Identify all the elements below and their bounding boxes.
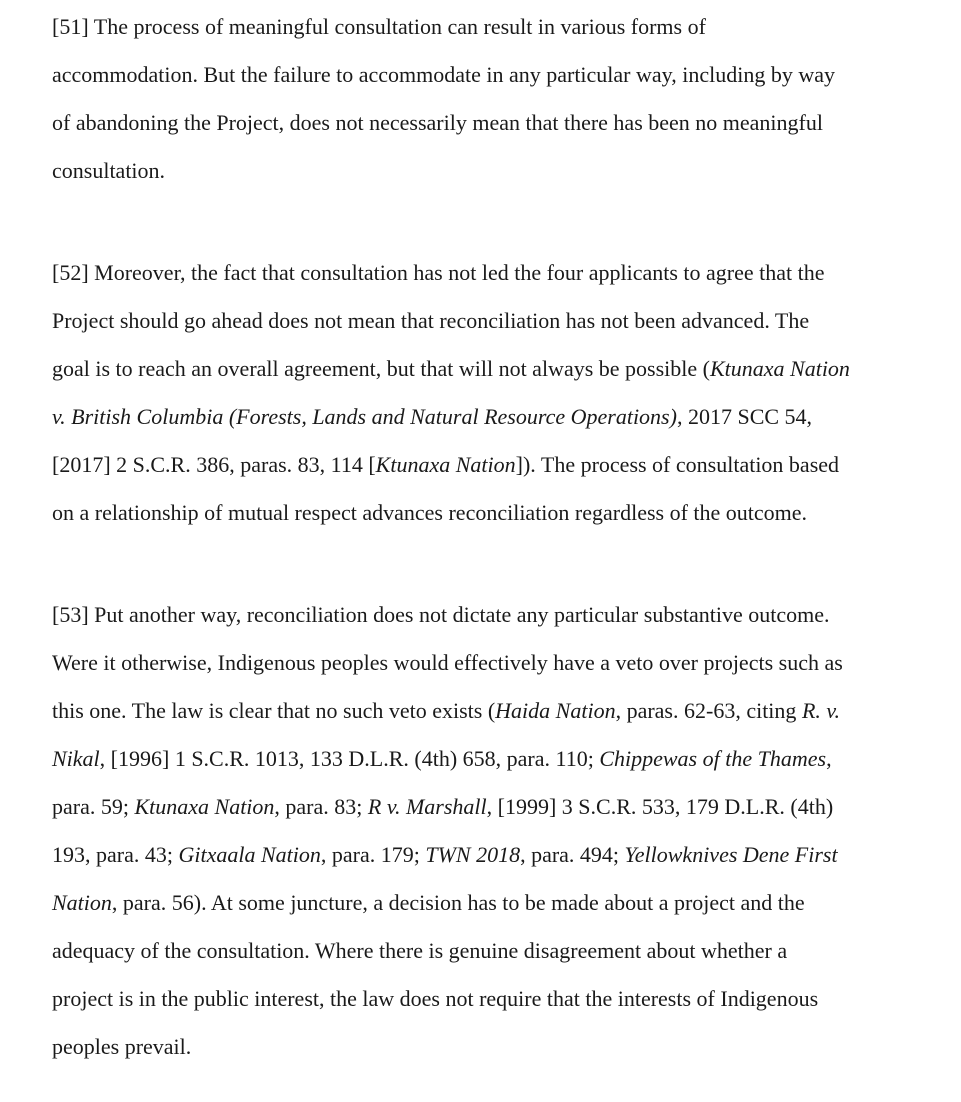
text-line xyxy=(52,99,932,147)
text-line xyxy=(52,783,932,831)
text-segment: on a relationship of mutual respect advances reconciliation regardless of the outcome. xyxy=(52,500,808,525)
paragraph-number: [51] xyxy=(52,14,89,39)
case-citation: Ktunaxa Nation xyxy=(375,452,516,477)
text-segment: consultation. xyxy=(52,158,166,183)
text-line xyxy=(52,51,932,99)
text-line xyxy=(52,639,932,687)
text-segment: Project should go ahead does not mean that reconciliation has not been advanced. The xyxy=(52,308,810,333)
case-citation: TWN 2018 xyxy=(425,842,521,867)
text-segment: , paras. 62-63, citing xyxy=(615,698,802,723)
case-citation: Haida Nation xyxy=(495,698,616,723)
text-line xyxy=(52,489,932,537)
text-segment: Put another way, reconciliation does not dictate any particular substantive outcome. xyxy=(88,602,830,627)
text-segment: of abandoning the Project, does not necessarily mean that there has been no meaningful xyxy=(52,110,823,135)
case-citation: Nikal xyxy=(52,746,100,771)
text-segment: , para. 56). At some juncture, a decision has to be made about a project and the xyxy=(111,890,805,915)
text-segment: , [1996] 1 S.C.R. 1013, 133 D.L.R. (4th) 658, para. 110; xyxy=(99,746,600,771)
text-line xyxy=(52,687,932,735)
text-line xyxy=(52,297,932,345)
case-citation: Ktunaxa Nation xyxy=(709,356,850,381)
paragraph-52 xyxy=(52,249,932,537)
case-citation: Yellowknives Dene First xyxy=(624,842,838,867)
judgment-text xyxy=(52,3,932,1071)
text-segment: , para. 83; xyxy=(274,794,368,819)
text-segment: this one. The law is clear that no such veto exists ( xyxy=(52,698,496,723)
text-segment: accommodation. But the failure to accommodate in any particular way, including by way xyxy=(52,62,835,87)
text-segment: , para. 494; xyxy=(520,842,625,867)
text-segment: The process of meaningful consultation can result in various forms of xyxy=(88,14,706,39)
text-line xyxy=(52,927,932,975)
paragraph-53 xyxy=(52,591,932,1071)
text-segment: Were it otherwise, Indigenous peoples would effectively have a veto over projects such as xyxy=(52,650,843,675)
text-segment: , 2017 SCC 54, xyxy=(676,404,813,429)
text-segment: adequacy of the consultation. Where there is genuine disagreement about whether a xyxy=(52,938,788,963)
text-segment: peoples prevail. xyxy=(52,1034,192,1059)
case-citation: R. v. xyxy=(801,698,841,723)
text-line xyxy=(52,735,932,783)
case-citation: Ktunaxa Nation xyxy=(134,794,275,819)
case-citation: Gitxaala Nation xyxy=(178,842,321,867)
text-line xyxy=(52,393,932,441)
case-citation: Nation xyxy=(52,890,112,915)
text-line xyxy=(52,879,932,927)
case-citation: Chippewas of the Thames xyxy=(599,746,827,771)
text-segment: , xyxy=(826,746,832,771)
case-citation: R v. Marshall xyxy=(367,794,487,819)
text-segment: para. 59; xyxy=(52,794,135,819)
paragraph-number: [52] xyxy=(52,260,89,285)
text-segment: Moreover, the fact that consultation has not led the four applicants to agree that the xyxy=(88,260,825,285)
text-line xyxy=(52,591,932,639)
text-line xyxy=(52,831,932,879)
paragraph-51 xyxy=(52,3,932,195)
text-line xyxy=(52,975,932,1023)
text-segment: 193, para. 43; xyxy=(52,842,179,867)
text-line xyxy=(52,3,932,51)
text-segment: ]). The process of consultation based xyxy=(515,452,840,477)
text-segment: project is in the public interest, the law does not require that the interests of Indigenous xyxy=(52,986,819,1011)
text-segment: [2017] 2 S.C.R. 386, paras. 83, 114 [ xyxy=(52,452,376,477)
text-line xyxy=(52,345,932,393)
text-line xyxy=(52,441,932,489)
text-segment: , [1999] 3 S.C.R. 533, 179 D.L.R. (4th) xyxy=(486,794,834,819)
case-citation: v. British Columbia (Forests, Lands and Natural Resource Operations) xyxy=(52,404,677,429)
text-segment: goal is to reach an overall agreement, but that will not always be possible ( xyxy=(52,356,710,381)
text-line xyxy=(52,1023,932,1071)
text-line xyxy=(52,147,932,195)
text-line xyxy=(52,249,932,297)
text-segment: , para. 179; xyxy=(320,842,426,867)
paragraph-number: [53] xyxy=(52,602,89,627)
